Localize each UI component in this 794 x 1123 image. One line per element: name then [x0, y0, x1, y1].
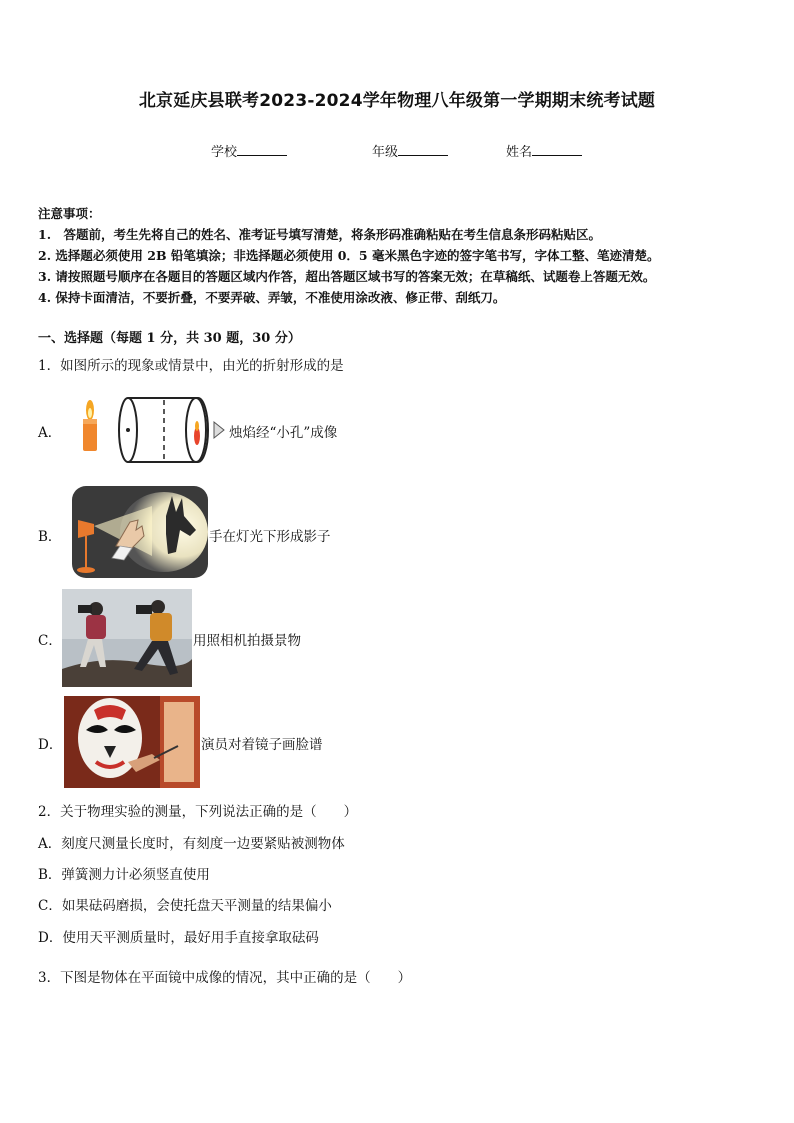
page-title: 北京延庆县联考2023-2024学年物理八年级第一学期期末统考试题 [138, 91, 656, 111]
grade-field [372, 141, 448, 160]
section-heading: 一、选择题（每题 1 分，共 30 题，30 分） [38, 331, 301, 346]
school-label: 学校 [211, 145, 238, 160]
note-item: 4. 保持卡面清洁，不要折叠，不要弄破、弄皱，不准使用涂改液、修正带、刮纸刀。 [38, 290, 506, 305]
option-a-text: 烛焰经“小孔”成像 [229, 425, 338, 441]
hand-shadow-lamp-image [72, 486, 208, 578]
q2-option-b: B．弹簧测力计必须竖直使用 [38, 867, 210, 883]
q2-option-a: A．刻度尺测量长度时，有刻度一边要紧贴被测物体 [38, 836, 345, 852]
option-c-text: 用照相机拍摄景物 [193, 633, 301, 649]
grade-label: 年级 [372, 145, 399, 160]
note-item: 1. 答题前，考生先将自己的姓名、准考证号填写清楚，将条形码准确粘贴在考生信息条形码粘贴区。 [38, 227, 602, 242]
question-2-stem: 2．关于物理实验的测量，下列说法正确的是（ ） [38, 804, 358, 820]
exam-notes [38, 203, 659, 308]
candle-pinhole-camera-image [76, 388, 232, 470]
name-label: 姓名 [506, 145, 533, 160]
school-field [211, 141, 287, 160]
school-blank [237, 142, 287, 156]
note-item: 2. 选择题必须使用 2B 铅笔填涂；非选择题必须使用 0．5 毫米黑色字迹的签字笔书写，字体工整、笔迹清楚。 [38, 248, 660, 263]
grade-blank [398, 142, 448, 156]
question-3-stem: 3．下图是物体在平面镜中成像的情况，其中正确的是（ ） [38, 970, 412, 986]
question-1-stem: 1．如图所示的现象或情景中，由光的折射形成的是 [38, 358, 344, 374]
notes-heading: 注意事项： [38, 206, 101, 221]
opera-face-mirror-image [64, 696, 200, 788]
option-d-text: 演员对着镜子画脸谱 [201, 737, 323, 753]
option-c-letter: C． [38, 633, 62, 649]
q2-option-c: C．如果砝码磨损，会使托盘天平测量的结果偏小 [38, 898, 332, 914]
q2-option-d: D．使用天平测质量时，最好用手直接拿取砝码 [38, 930, 319, 946]
option-a-letter: A． [38, 425, 62, 441]
photographers-image [62, 589, 192, 687]
name-field [506, 141, 582, 160]
option-d-letter: D． [38, 737, 63, 753]
note-item: 3. 请按照题号顺序在各题目的答题区域内作答，超出答题区域书写的答案无效；在草稿纸、试题卷上答题无效。 [38, 269, 656, 284]
option-b-letter: B． [38, 529, 62, 545]
option-b-text: 手在灯光下形成影子 [209, 529, 331, 545]
name-blank [532, 142, 582, 156]
